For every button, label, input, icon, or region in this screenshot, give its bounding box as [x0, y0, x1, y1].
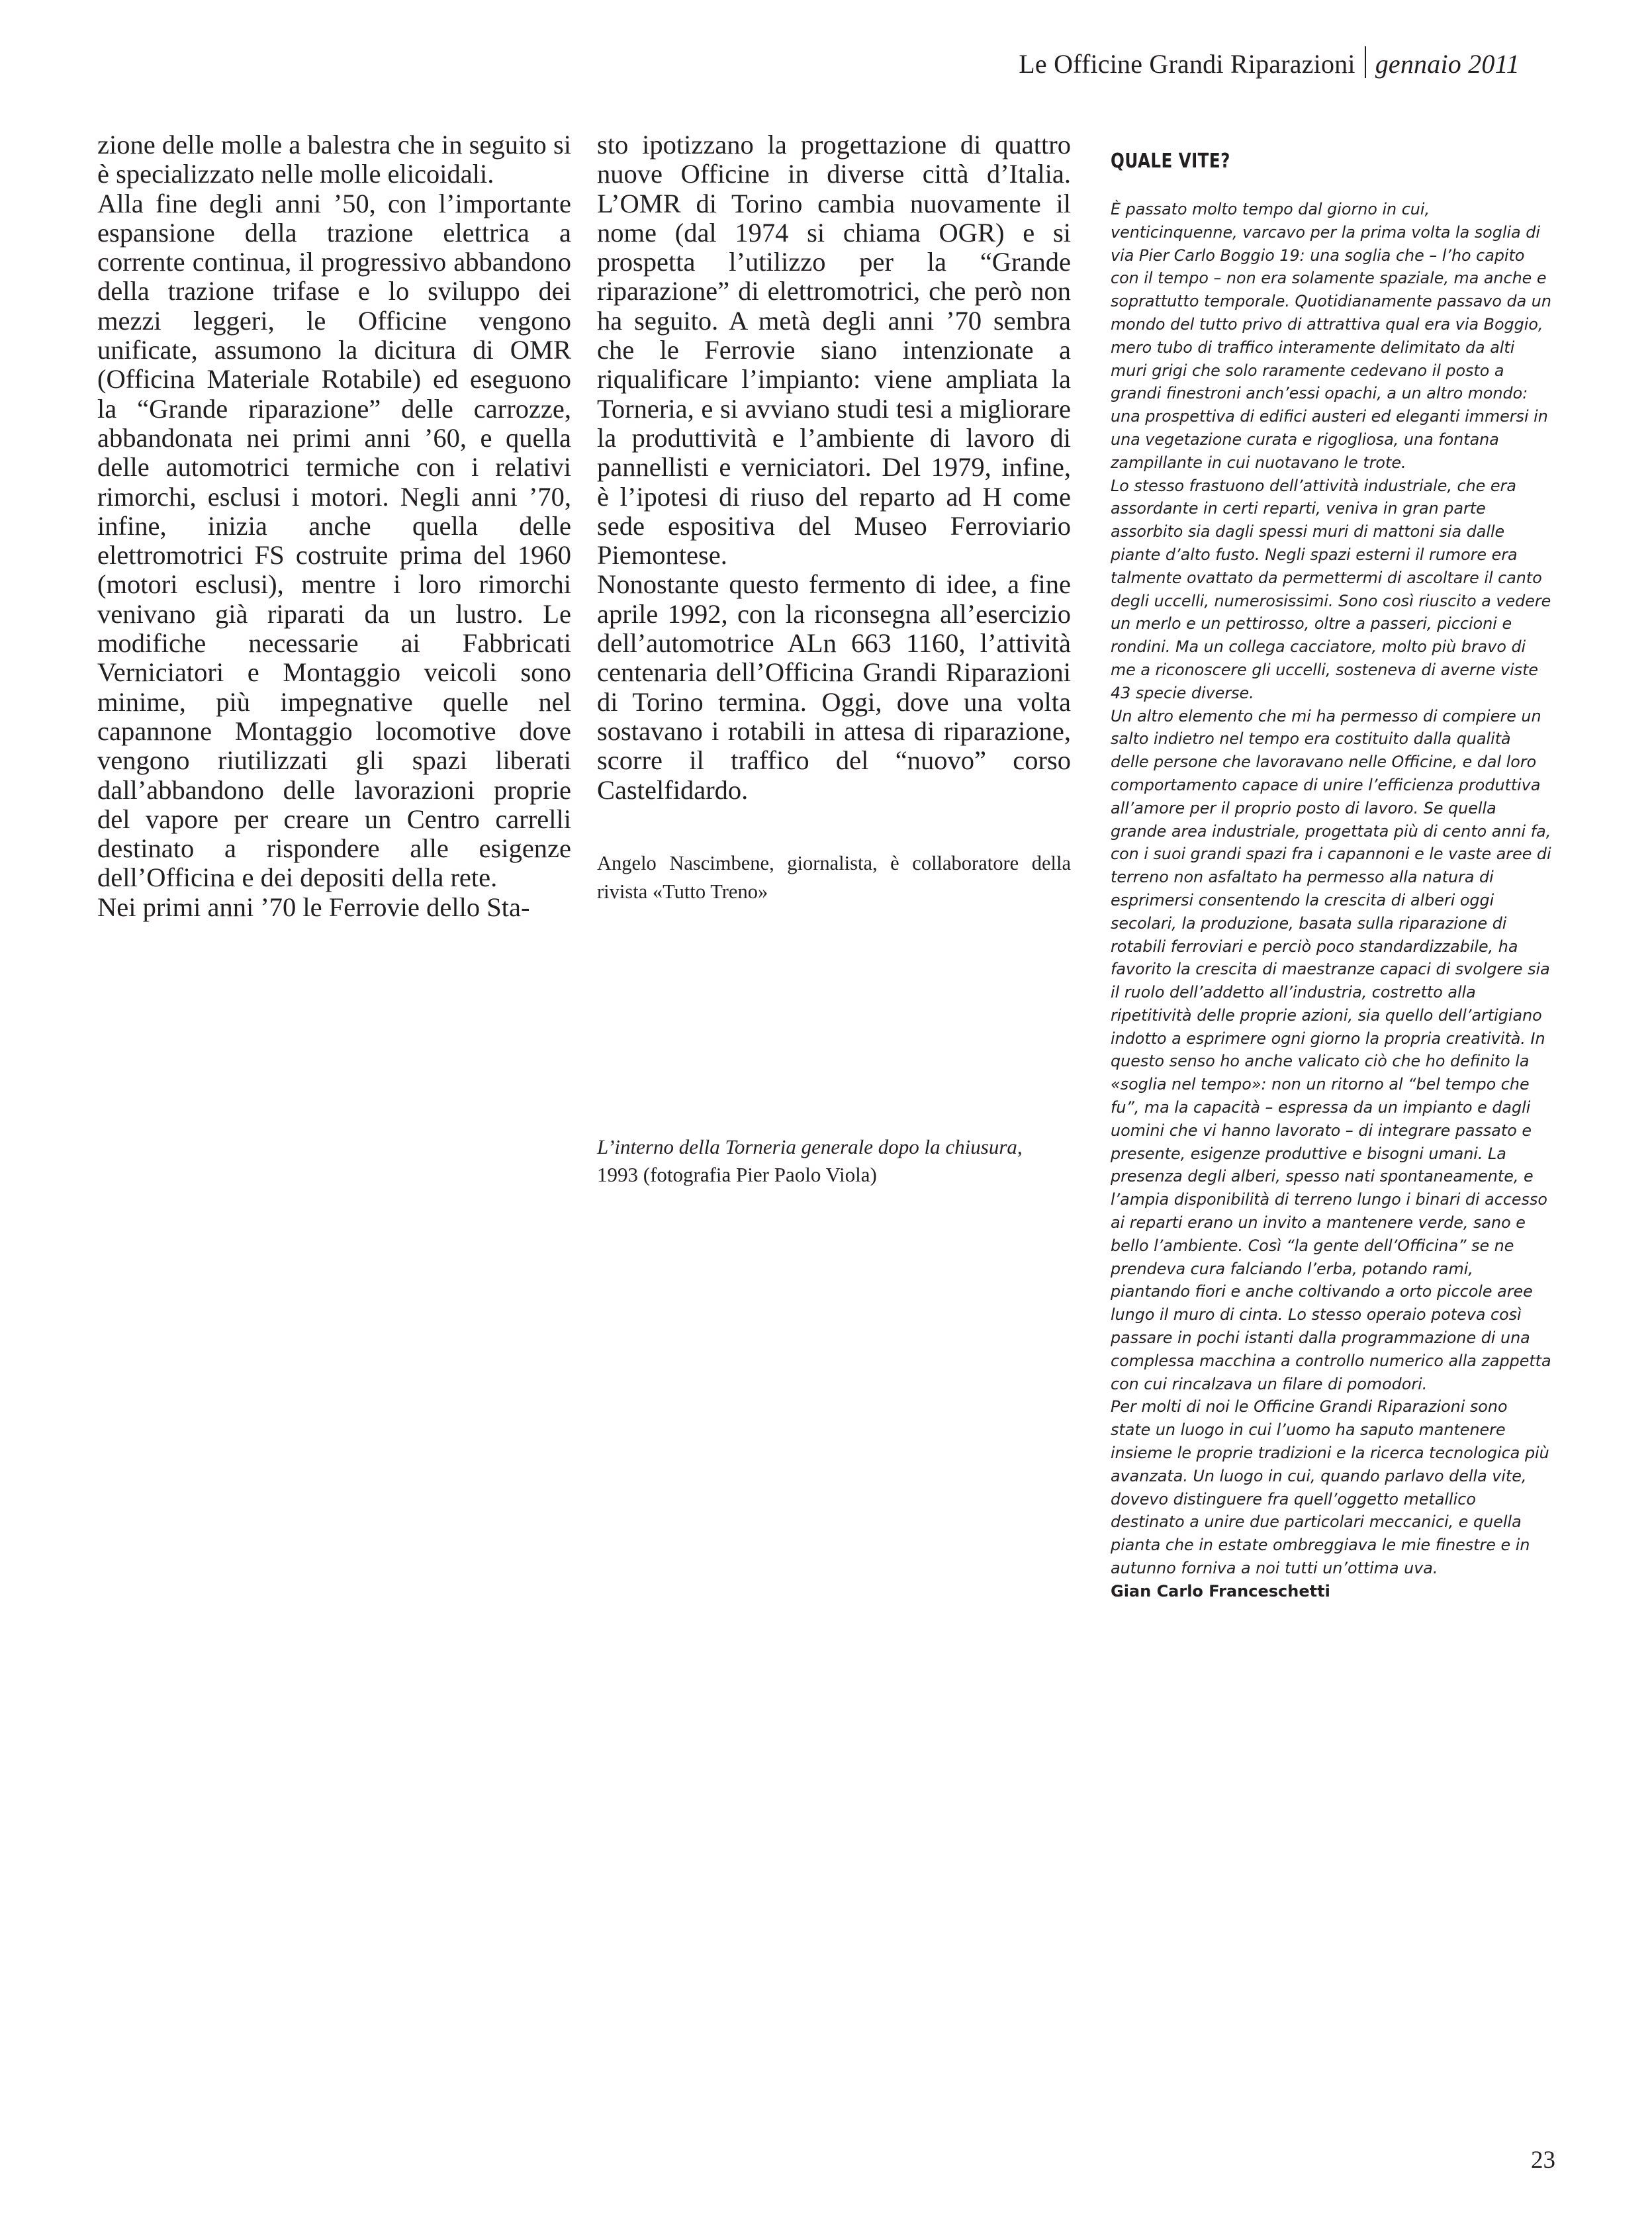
article-paragraph: zione delle molle a balestra che in seguito si è specializzato nelle molle elicoidali. — [97, 130, 571, 189]
sidebar-title: QUALE VITE? — [1111, 150, 1230, 173]
article-paragraph: Nei primi anni ’70 le Ferrovie dello Sta- — [97, 892, 530, 922]
page-number: 23 — [1531, 2147, 1555, 2174]
caption-italic: L’interno della Torneria generale dopo la chiusura, — [597, 1135, 1023, 1158]
article-paragraph: sto ipotizzano la progettazione di quattro nuove Officine in diverse città d’Italia. L’OMR di Torino cambia nuovamente il nome (dal 1974 si chiama OGR) e si prospetta l’utilizzo per la “Grande riparazione” di elettromotrici, che però non ha seguito. A metà degli anni ’70 sembra che le Ferrovie siano intenzionate a riqualificare l’impianto: viene ampliata la Torneria, e si avviano studi tesi a migliorare la produttività e l’ambiente di lavoro di pannellisti e verniciatori. Del 1979, infine, è l’ipotesi di riuso del reparto ad H come sede espositiva del Museo Ferroviario Piemontese. — [597, 130, 1071, 571]
issue-date: gennaio 2011 — [1375, 49, 1520, 79]
sidebar-body — [1111, 198, 1551, 1580]
sidebar-signature: Gian Carlo Franceschetti — [1111, 1581, 1330, 1601]
publication-title: Le Officine Grandi Riparazioni — [1019, 49, 1355, 79]
sidebar-paragraph: Un altro elemento che mi ha permesso di compiere un salto indietro nel tempo era costituito dalla qualità delle persone che lavoravano nelle Officine, e dal loro comportamento capace di unire l’efficienza produttiva all’amore per il proprio posto di lavoro. Se quella grande area industriale, progettata più di cento anni fa, con i suoi grandi spazi fra i capannoni e le vaste aree di terreno non asfaltato ha permesso alla natura di esprimersi consentendo la crescita di alberi oggi secolari, la produzione, basata sulla riparazione di rotabili ferroviari e perciò poco standardizzabile, ha favorito la crescita di maestranze capaci di svolgere sia il ruolo dell’addetto all’industria, costretto alla ripetitività delle proprie azioni, sia quello dell’artigiano indotto a esprimere ogni giorno la propria creatività. In questo senso ho anche valicato ciò che ho definito la «soglia nel tempo»: non un ritorno al “bel tempo che fu”, ma la capacità – espressa da un impianto e dagli uomini che vi hanno lavorato – di integrare passato e presente, esigenze produttive e bisogni umani. La presenza degli alberi, spesso nati spontaneamente, e l’ampia disponibilità di terreno lungo i binari di accesso ai reparti erano un invito a mantenere verde, sano e bello l’ambiente. Così “la gente dell’Officina” se ne prendeva cura falciando l’erba, potando rami, piantando fiori e anche coltivando a orto piccole aree lungo il muro di cinta. Lo stesso operaio poteva così passare in pochi istanti dalla programmazione di una complessa macchina a controllo numerico alla zappetta con cui rincalzava un filare di pomodori. — [1111, 706, 1551, 1393]
article-column-2 — [597, 130, 1071, 805]
sidebar-box — [1111, 150, 1551, 1603]
article-column-1 — [97, 130, 571, 922]
caption-credit: 1993 (fotografia Pier Paolo Viola) — [597, 1163, 877, 1186]
author-note: Angelo Nascimbene, giornalista, è collaboratore della rivista «Tutto Treno» — [597, 852, 1071, 903]
article-paragraph: Nonostante questo fermento di idee, a fine aprile 1992, con la riconsegna all’esercizio dell’automotrice ALn 663 1160, l’attività centenaria dell’Officina Grandi Riparazioni di Torino termina. Oggi, dove una volta sostavano i rotabili in attesa di riparazione, scorre il traffico del “nuovo” corso Castelfidardo. — [597, 569, 1071, 805]
article-paragraph: Alla fine degli anni ’50, con l’importante espansione della trazione elettrica a corrente continua, il progressivo abbandono della trazione trifase e lo sviluppo dei mezzi leggeri, le Officine vengono unificate, assumono la dicitura di OMR (Officina Materiale Rotabile) ed eseguono la “Grande riparazione” delle carrozze, abbandonata nei primi anni ’60, e quella delle automotrici termiche con i relativi rimorchi, esclusi i motori. Negli anni ’70, infine, inizia anche quella delle elettromotrici FS costruite prima del 1960 (motori esclusi), mentre i loro rimorchi venivano già riparati da un lustro. Le modifiche necessarie ai Fabbricati Verniciatori e Montaggio veicoli sono minime, più impegnative quelle nel capannone Montaggio locomotive dove vengono riutilizzati gli spazi liberati dall’abbandono delle lavorazioni proprie del vapore per creare un Centro carrelli destinato a rispondere alle esigenze dell’Officina e dei depositi della rete. — [97, 188, 571, 893]
sidebar-paragraph: Per molti di noi le Officine Grandi Riparazioni sono state un luogo in cui l’uomo ha saputo mantenere insieme le proprie tradizioni e la ricerca tecnologica più avanzata. Un luogo in cui, quando parlavo della vite, dovevo distinguere fra quell’oggetto metallico destinato a unire due particolari meccanici, e quella pianta che in estate ombreggiava le mie finestre e in autunno forniva a noi tutti un’ottima uva. — [1111, 1397, 1549, 1578]
running-header — [1019, 46, 1520, 79]
sidebar-paragraph: È passato molto tempo dal giorno in cui, venticinquenne, varcavo per la prima volta la soglia di via Pier Carlo Boggio 19: una soglia che – l’ho capito con il tempo – non era solamente spaziale, ma anche e soprattutto temporale. Quotidianamente passavo da un mondo del tutto privo di attrattiva qual era via Boggio, mero tubo di traffico interamente delimitato da alti muri grigi che solo raramente cedevano il posto a grandi finestroni anch’essi opachi, a un altro mondo: una prospettiva di edifici austeri ed eleganti immersi in una vegetazione curata e rigogliosa, una fontana zampillante in cui nuotavano le trote. — [1111, 200, 1551, 472]
sidebar-paragraph: Lo stesso frastuono dell’attività industriale, che era assordante in certi reparti, veniva in gran parte assorbito sia dagli spessi muri di mattoni sia dalle piante d’alto fusto. Negli spazi esterni il rumore era talmente ovattato da permettermi di ascoltare il canto degli uccelli, numerosissimi. Sono così riuscito a vedere un merlo e un pettirosso, oltre a passeri, piccioni e rondini. Ma un collega cacciatore, molto più bravo di me a riconoscere gli uccelli, sosteneva di averne viste 43 specie diverse. — [1111, 476, 1551, 702]
photo-caption — [597, 1133, 1071, 1189]
header-divider — [1365, 46, 1366, 78]
